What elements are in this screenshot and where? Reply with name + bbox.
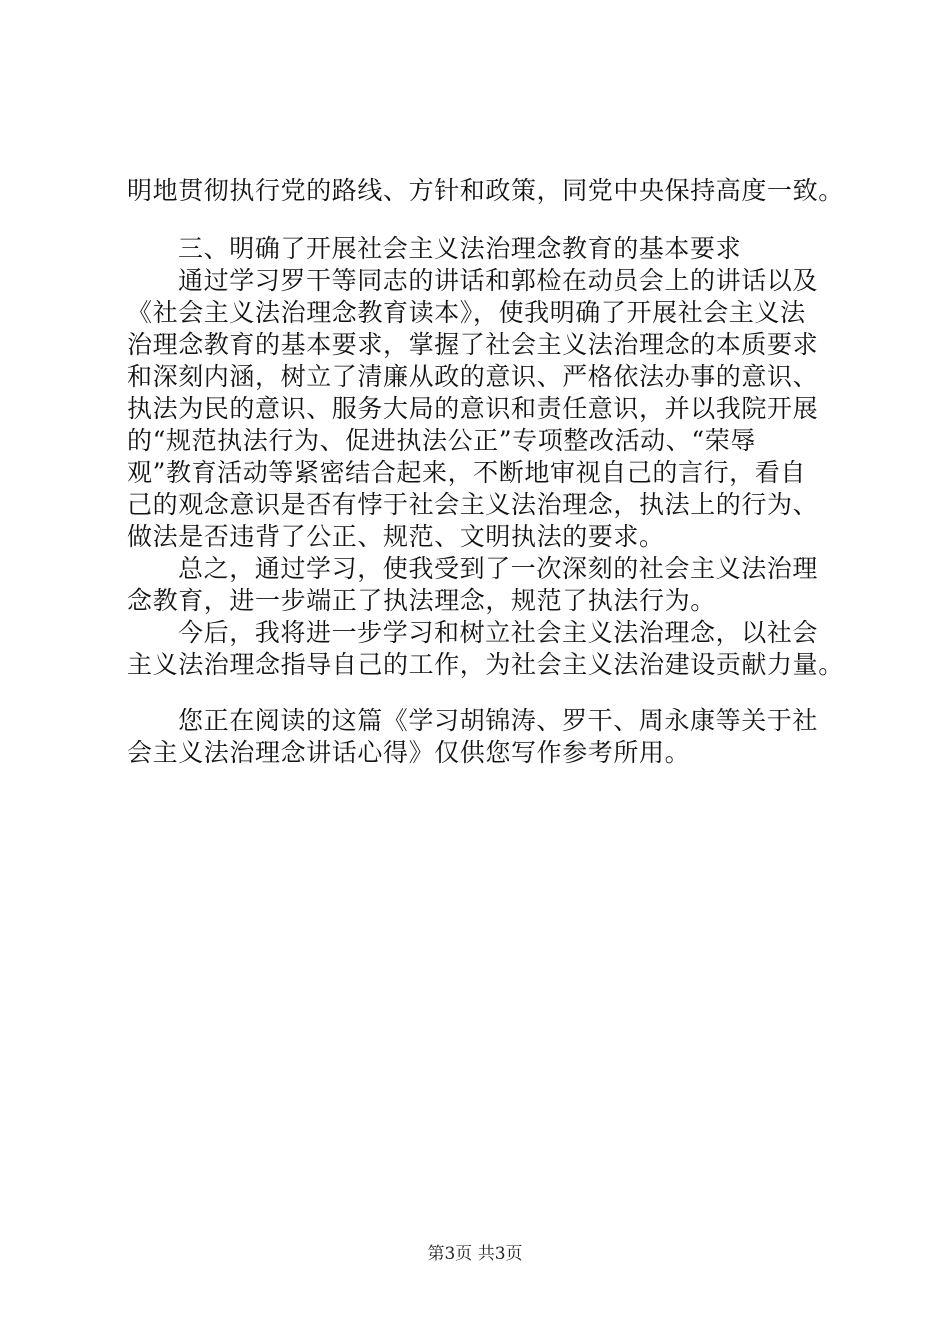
text-line: 今后，我将进一步学习和树立社会主义法治理念，以社会 xyxy=(178,618,819,647)
text-line: 的“规范执法行为、促进执法公正”专项整改活动、“荣辱 xyxy=(127,426,756,455)
section-heading: 三、明确了开展社会主义法治理念教育的基本要求 xyxy=(178,234,742,263)
text-line: 《社会主义法治理念教育读本》，使我明确了开展社会主义法 xyxy=(127,298,806,327)
text-line: 通过学习罗干等同志的讲话和郭检在动员会上的讲话以及 xyxy=(178,266,819,295)
text-line: 总之，通过学习，使我受到了一次深刻的社会主义法治理 xyxy=(178,554,819,583)
text-line: 己的观念意识是否有悖于社会主义法治理念，执法上的行为、 xyxy=(127,490,819,519)
text-line: 会主义法治理念讲话心得》仅供您写作参考所用。 xyxy=(127,738,691,767)
text-line: 您正在阅读的这篇《学习胡锦涛、罗干、周永康等关于社 xyxy=(178,706,819,735)
page-number-footer: 第3页 共3页 xyxy=(427,1244,523,1264)
text-line: 执法为民的意识、服务大局的意识和责任意识，并以我院开展 xyxy=(127,394,819,423)
text-line: 和深刻内涵，树立了清廉从政的意识、严格依法办事的意识、 xyxy=(127,362,819,391)
text-line: 治理念教育的基本要求，掌握了社会主义法治理念的本质要求 xyxy=(127,330,819,359)
text-line: 明地贯彻执行党的路线、方针和政策，同党中央保持高度一致。 xyxy=(127,176,844,205)
text-line: 观”教育活动等紧密结合起来，不断地审视自己的言行，看自 xyxy=(127,458,806,487)
text-line: 做法是否违背了公正、规范、文明执法的要求。 xyxy=(127,522,665,551)
text-line: 念教育，进一步端正了执法理念，规范了执法行为。 xyxy=(127,586,716,615)
text-line: 主义法治理念指导自己的工作，为社会主义法治建设贡献力量。 xyxy=(127,650,844,679)
